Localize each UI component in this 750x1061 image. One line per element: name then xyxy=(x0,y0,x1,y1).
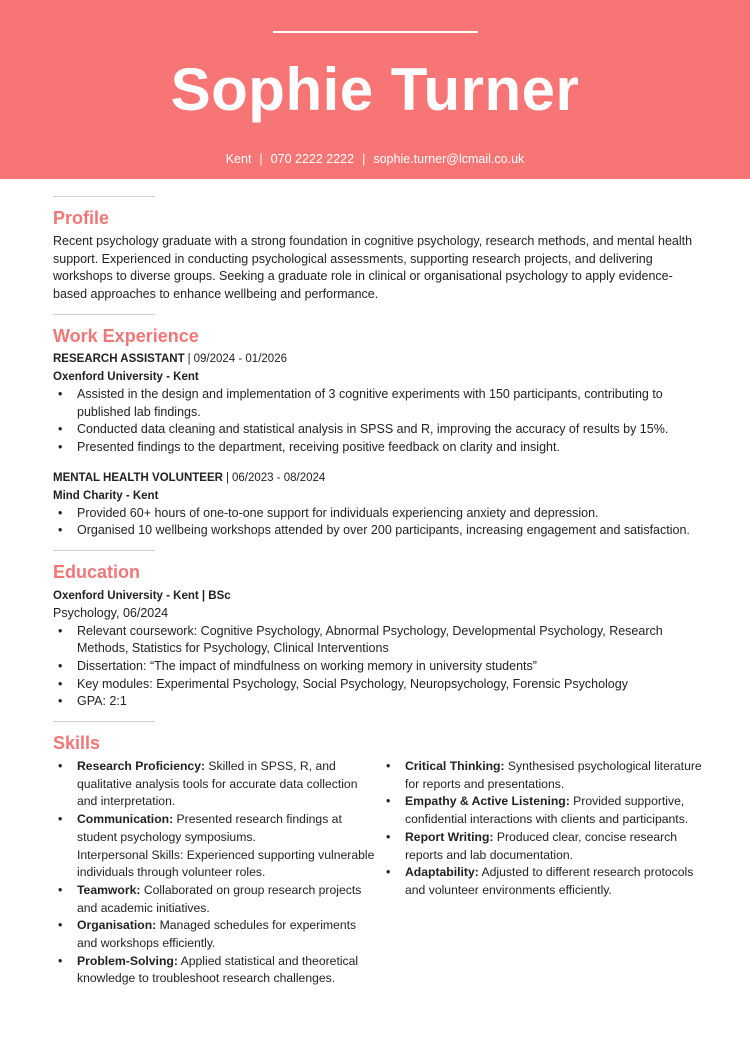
job-bullets xyxy=(53,386,703,457)
list-item: • Assisted in the design and implementation of 3 cognitive experiments with 150 participants, contributing to published lab findings. xyxy=(53,386,703,421)
skills-columns xyxy=(53,758,703,988)
job-dates: 09/2024 - 01/2026 xyxy=(193,352,287,365)
email-link[interactable]: sophie.turner@lcmail.co.uk xyxy=(373,152,525,166)
skill-text: Interpersonal Skills: Experienced supporting vulnerable individuals through volunteer roles. xyxy=(77,847,375,880)
job-title-line xyxy=(53,470,703,487)
list-item: • Conducted data cleaning and statistical analysis in SPSS and R, improving the accuracy of results by 15%. xyxy=(53,421,703,439)
skill-item xyxy=(53,882,375,917)
skill-text: Presented research findings at student psychology symposiums. xyxy=(77,812,342,844)
education-heading: Education xyxy=(53,562,141,583)
skill-text: Collaborated on group research projects and academic initiatives. xyxy=(77,882,362,915)
job-organisation: Oxenford University - Kent xyxy=(53,370,199,383)
skill-text: Skilled in SPSS, R, and qualitative analysis tools for accurate data collection and interpretation. xyxy=(77,759,358,809)
list-item: • Provided 60+ hours of one-to-one support for individuals experiencing anxiety and depression. xyxy=(53,505,703,523)
job-role: RESEARCH ASSISTANT xyxy=(53,352,185,365)
list-item: • GPA: 2:1 xyxy=(53,693,703,711)
skill-text: Adjusted to different research protocols and volunteer environments efficiently. xyxy=(405,865,694,897)
skill-text: Applied statistical and theoretical knowledge to troubleshoot research challenges. xyxy=(77,953,359,986)
list-item: • Relevant coursework: Cognitive Psychology, Abnormal Psychology, Developmental Psychology, Research Methods, Statistics for Psychology, Clinical Interventions xyxy=(53,623,703,658)
job-title-line xyxy=(53,351,703,368)
skill-item xyxy=(53,811,375,882)
skill-item xyxy=(381,793,703,828)
job-entry xyxy=(53,470,703,540)
list-item: • Organised 10 wellbeing workshops attended by over 200 participants, increasing engagement and satisfaction. xyxy=(53,522,703,540)
education-institution: Oxenford University - Kent | BSc xyxy=(53,590,231,603)
separator: | xyxy=(362,152,366,166)
skill-label: Critical Thinking: xyxy=(405,759,505,774)
skill-label: Communication: xyxy=(77,812,174,827)
job-dates: 06/2023 - 08/2024 xyxy=(231,471,326,484)
list-item: • Key modules: Experimental Psychology, Social Psychology, Neuropsychology, Forensic Psychology xyxy=(53,676,703,694)
skill-item xyxy=(381,758,703,793)
separator: | xyxy=(187,352,191,365)
job-entry xyxy=(53,351,703,457)
skill-text: Provided supportive, confidential interactions with clients and participants. xyxy=(405,794,689,827)
location: Kent xyxy=(225,152,252,166)
work-experience-heading: Work Experience xyxy=(53,325,199,346)
job-role: MENTAL HEALTH VOLUNTEER xyxy=(53,471,223,484)
list-item: • Presented findings to the department, receiving positive feedback on clarity and insight. xyxy=(53,439,703,457)
phone: 070 2222 2222 xyxy=(270,152,355,166)
resume-body xyxy=(53,196,703,988)
header-banner xyxy=(0,0,750,179)
section-divider xyxy=(53,196,155,197)
skills-column-left xyxy=(53,758,375,988)
skill-text: Produced clear, concise research reports and lab documentation. xyxy=(405,829,678,862)
job-bullets xyxy=(53,505,703,540)
skills-column-right xyxy=(381,758,703,988)
skill-item xyxy=(381,829,703,864)
profile-heading: Profile xyxy=(53,208,110,228)
skill-text: Managed schedules for experiments and workshops efficiently. xyxy=(77,918,357,951)
candidate-name: Sophie Turner xyxy=(170,56,580,123)
skill-label: Research Proficiency: xyxy=(77,759,206,774)
skills-heading: Skills xyxy=(53,733,101,754)
skill-label: Problem-Solving: xyxy=(77,953,178,968)
skill-text: Synthesised psychological literature for reports and presentations. xyxy=(405,759,702,791)
skills-list xyxy=(53,758,375,988)
section-divider xyxy=(53,721,155,722)
list-item: • Dissertation: “The impact of mindfulness on working memory in university students” xyxy=(53,658,703,676)
skill-item xyxy=(53,953,375,988)
skill-item xyxy=(53,758,375,811)
contact-line xyxy=(0,151,750,167)
education-subject: Psychology, 06/2024 xyxy=(53,606,169,621)
separator: | xyxy=(259,152,263,166)
section-divider xyxy=(53,314,155,315)
skill-label: Report Writing: xyxy=(405,829,494,844)
skill-label: Teamwork: xyxy=(77,882,141,897)
skills-list xyxy=(381,758,703,900)
skill-label: Empathy & Active Listening: xyxy=(405,794,570,809)
education-bullets xyxy=(53,623,703,712)
job-organisation: Mind Charity - Kent xyxy=(53,489,159,502)
header-divider xyxy=(273,31,478,33)
skill-item xyxy=(381,864,703,899)
skill-label: Organisation: xyxy=(77,918,157,933)
profile-summary: Recent psychology graduate with a strong foundation in cognitive psychology, research methods, and mental health support. Experienced in conducting psychological assessments, supporting research projects, and delivering workshops to diverse groups. Seeking a graduate role in clinical or organisational psychology to apply evidence-based approaches to enhance wellbeing and performance. xyxy=(53,234,693,302)
separator: | xyxy=(225,471,229,484)
skill-item xyxy=(53,917,375,952)
section-divider xyxy=(53,550,155,551)
skill-label: Adaptability: xyxy=(405,865,479,880)
